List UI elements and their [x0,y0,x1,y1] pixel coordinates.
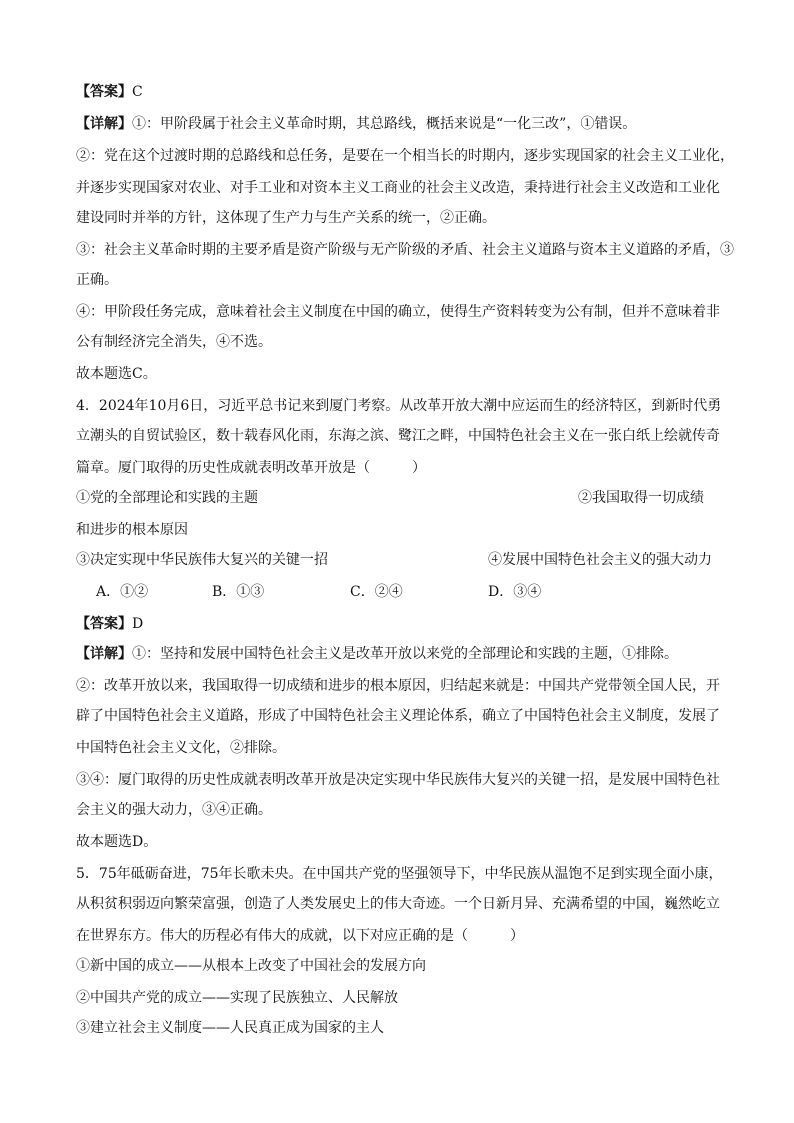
q4-detail-line-6: 会主义的强大动力，③④正确。 [76,802,272,818]
detail-label: 【详解】 [76,116,132,132]
q4-option-1: ①党的全部理论和实践的主题 [76,490,258,506]
choice-d[interactable]: D．③④ [488,584,542,600]
answer-value: D [132,616,144,632]
detail-label: 【详解】 [76,646,132,662]
q4-option-row-2 [76,550,726,570]
answer-value: C [132,84,143,100]
q3-detail-line-6: 正确。 [76,272,118,288]
choice-a[interactable]: A．①② [96,584,149,600]
q4-option-row-1 [76,488,726,508]
q3-detail-line-7: ④：甲阶段任务完成，意味着社会主义制度在中国的确立，使得生产资料转变为公有制，但并不意味着非 [76,304,720,320]
q4-option-4: ④发展中国特色社会主义的强大动力 [488,552,712,568]
q3-detail-line-3: 并逐步实现国家对农业、对手工业和对资本主义工商业的社会主义改造，秉持进行社会主义改造和工业化 [76,180,720,196]
q4-detail-line-4: 中国特色社会主义文化，②排除。 [76,740,286,756]
q3-detail-line-2: ②：党在这个过渡时期的总路线和总任务，是要在一个相当长的时期内，逐步实现国家的社会主义工业化， [76,148,734,164]
q5-stem-line-1: 5．75年砥砺奋进，75年长歌未央。在中国共产党的坚强领导下，中华民族从温饱不足到实现全面小康， [76,866,723,882]
q4-stem-line-2: 立潮头的自贸试验区，数十载春风化雨，东海之滨、鹭江之畔，中国特色社会主义在一张白纸上绘就传奇 [76,428,720,444]
q4-detail-line-1 [76,644,726,664]
q4-detail-line-2: ②：改革开放以来，我国取得一切成绩和进步的根本原因，归结起来就是：中国共产党带领全国人民，开 [76,678,720,694]
q3-detail-line-8: 公有制经济完全消失，④不选。 [76,334,272,350]
q3-answer-line [76,82,726,102]
q4-option-2-continued: 和进步的根本原因 [76,522,188,538]
detail-text: ①：坚持和发展中国特色社会主义是改革开放以来党的全部理论和实践的主题，①排除。 [132,646,678,662]
q5-option-3: ③建立社会主义制度——人民真正成为国家的主人 [76,1020,384,1036]
q4-stem-line-3: 篇章。厦门取得的历史性成就表明改革开放是（ ） [76,460,426,476]
choice-b[interactable]: B．①③ [212,584,265,600]
q3-conclusion: 故本题选C。 [76,366,157,382]
q3-detail-line-1 [76,114,726,134]
q4-option-3: ③决定实现中华民族伟大复兴的关键一招 [76,552,328,568]
q4-detail-line-5: ③④：厦门取得的历史性成就表明改革开放是决定实现中华民族伟大复兴的关键一招，是发展中国特色社 [76,772,720,788]
q4-option-2: ②我国取得一切成绩 [578,490,704,506]
detail-text: ①：甲阶段属于社会主义革命时期，其总路线，概括来说是“一化三改”，①错误。 [132,116,637,132]
answer-label: 【答案】 [76,84,132,100]
q5-stem-line-2: 从积贫积弱迈向繁荣富强，创造了人类发展史上的伟大奇迹。一个日新月异、充满希望的中国，巍然屹立 [76,896,720,912]
q4-stem-line-1: 4．2024年10月6日，习近平总书记来到厦门考察。从改革开放大潮中应运而生的经济特区，到新时代勇 [76,398,722,414]
q5-option-1: ①新中国的成立——从根本上改变了中国社会的发展方向 [76,958,426,974]
choice-c[interactable]: C．②④ [350,584,403,600]
q3-detail-line-5: ③：社会主义革命时期的主要矛盾是资产阶级与无产阶级的矛盾、社会主义道路与资本主义道路的矛盾，③ [76,242,734,258]
q4-detail-line-3: 辟了中国特色社会主义道路，形成了中国特色社会主义理论体系，确立了中国特色社会主义制度，发展了 [76,708,720,724]
q5-stem-line-3: 在世界东方。伟大的历程必有伟大的成就，以下对应正确的是（ ） [76,928,524,944]
q5-option-2: ②中国共产党的成立——实现了民族独立、人民解放 [76,990,398,1006]
q3-detail-line-4: 建设同时并举的方针，这体现了生产力与生产关系的统一，②正确。 [76,210,496,226]
q4-conclusion: 故本题选D。 [76,834,158,850]
q4-answer-line [76,614,726,634]
answer-label: 【答案】 [76,616,132,632]
